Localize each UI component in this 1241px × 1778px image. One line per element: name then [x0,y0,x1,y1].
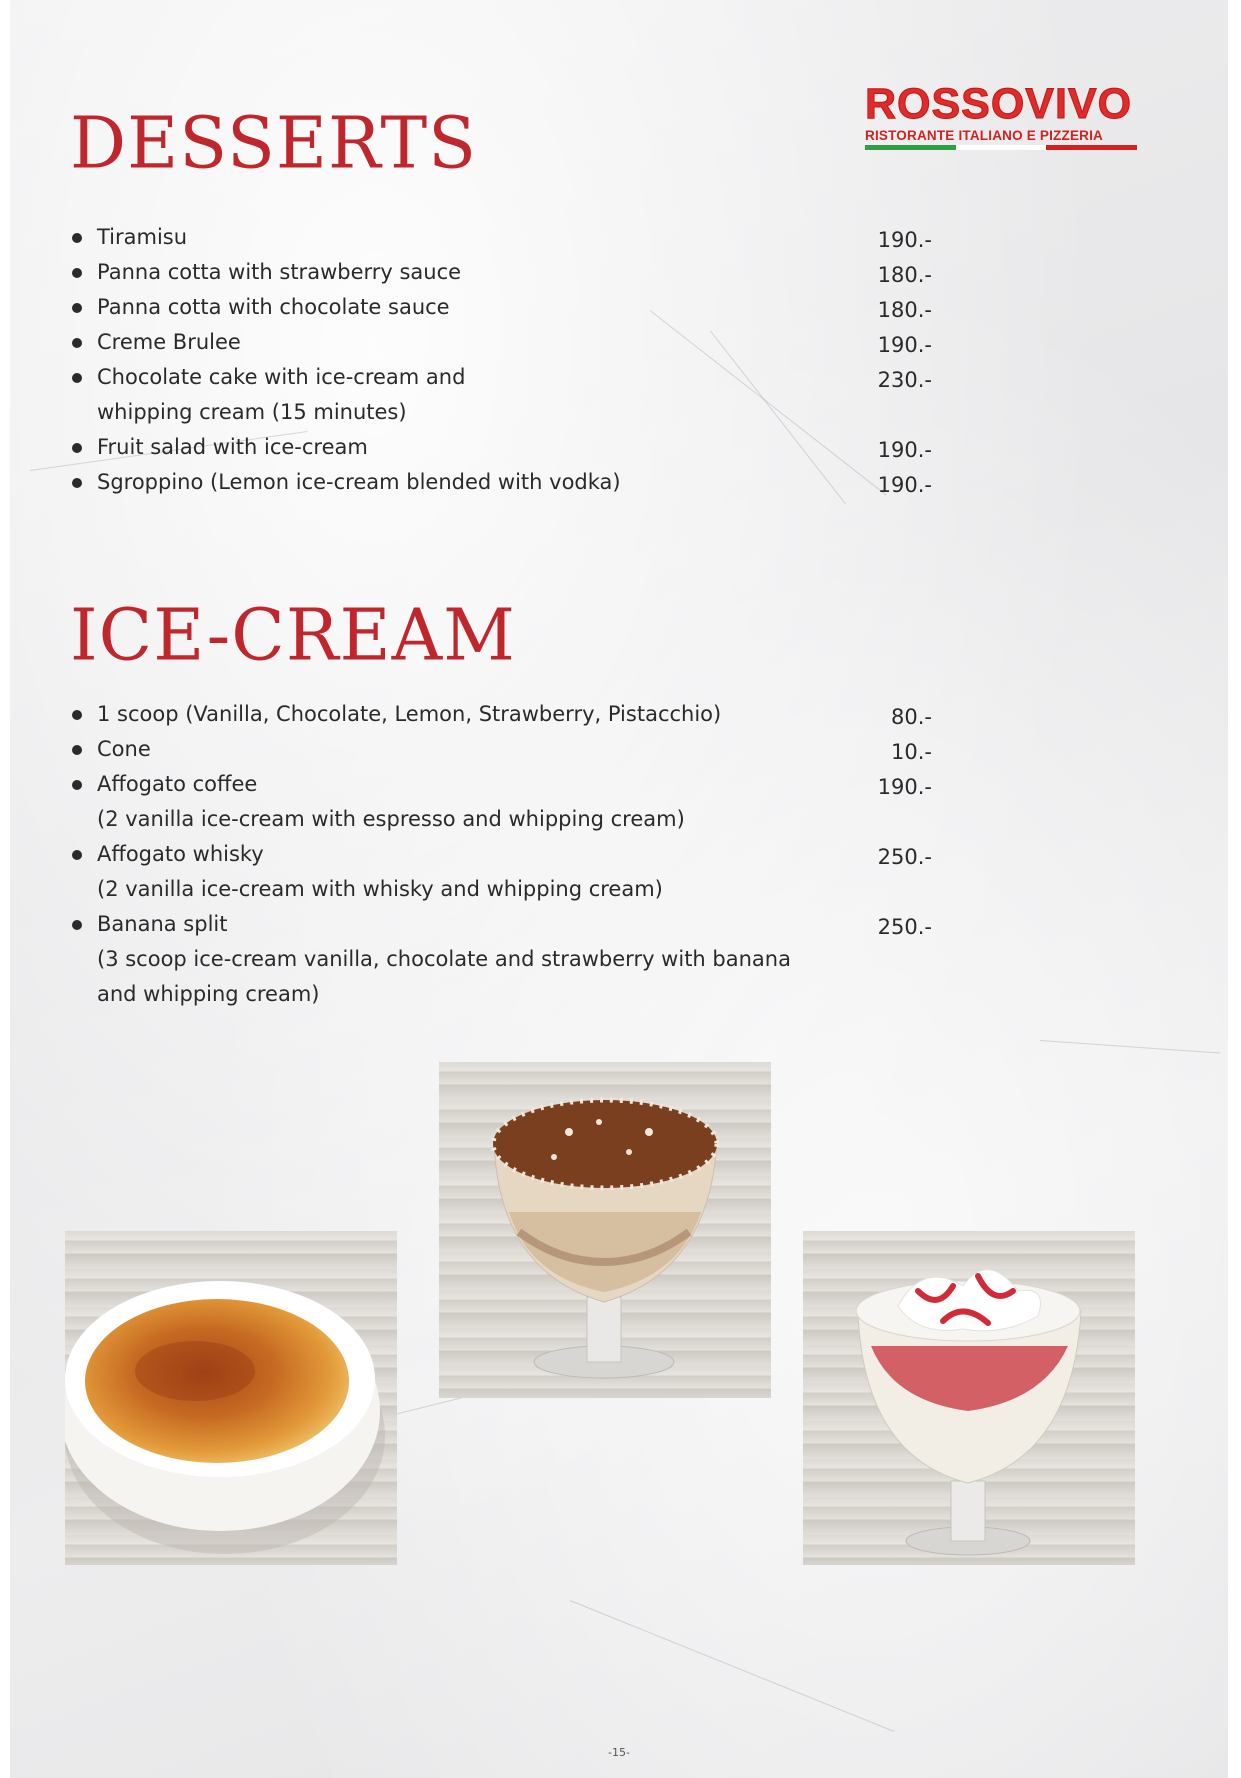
menu-item [62,837,992,907]
logo-name: ROSSOVIVO [865,80,1133,128]
restaurant-logo [865,80,1143,150]
menu-item [62,465,992,500]
item-price: 190.- [877,775,932,799]
bullet-icon [72,338,82,348]
menu-item [62,220,992,255]
item-price: 250.- [877,915,932,939]
item-name: Affogato coffee [97,772,258,796]
item-description: (2 vanilla ice-cream with whisky and whipping cream) [97,877,663,901]
bullet-icon [72,373,82,383]
creme-brulee-icon [65,1231,397,1565]
item-name: Chocolate cake with ice-cream and [97,365,466,389]
menu-item [62,325,992,360]
menu-item [62,697,992,732]
bullet-icon [72,710,82,720]
item-price: 190.- [877,473,932,497]
item-price: 80.- [891,705,932,729]
item-description-continued: and whipping cream) [97,982,320,1006]
item-name: Banana split [97,912,228,936]
menu-item [62,255,992,290]
item-description: (3 scoop ice-cream vanilla, chocolate and strawberry with banana [97,947,791,971]
item-price: 190.- [877,333,932,357]
item-description: (2 vanilla ice-cream with espresso and whipping cream) [97,807,685,831]
marble-vein [1040,1040,1220,1054]
item-name: Sgroppino (Lemon ice-cream blended with vodka) [97,470,621,494]
marble-vein [570,1600,895,1732]
item-price: 190.- [877,228,932,252]
item-name: Fruit salad with ice-cream [97,435,368,459]
menu-item [62,767,992,837]
bullet-icon [72,850,82,860]
menu-item [62,430,992,465]
italian-flag-stripe [865,145,1137,150]
menu-item [62,290,992,325]
item-name: 1 scoop (Vanilla, Chocolate, Lemon, Strawberry, Pistacchio) [97,702,722,726]
bullet-icon [72,303,82,313]
desserts-list [62,220,992,500]
bullet-icon [72,780,82,790]
menu-item [62,907,992,1012]
bullet-icon [72,745,82,755]
panna-cotta-glass-icon [803,1231,1135,1565]
item-price: 180.- [877,263,932,287]
item-name: Cone [97,737,151,761]
menu-item [62,732,992,767]
bullet-icon [72,233,82,243]
icecream-list [62,697,992,1012]
tiramisu-glass-icon [439,1062,771,1398]
item-name: Panna cotta with strawberry sauce [97,260,462,284]
item-price: 180.- [877,298,932,322]
menu-item [62,360,992,430]
item-price: 10.- [891,740,932,764]
item-name: Affogato whisky [97,842,264,866]
item-price: 250.- [877,845,932,869]
tiramisu-photo [439,1062,771,1398]
icecream-title: ICE-CREAM [70,593,516,677]
desserts-title: DESSERTS [70,101,478,185]
bullet-icon [72,478,82,488]
bullet-icon [72,920,82,930]
item-name: Tiramisu [97,225,188,249]
item-name: Creme Brulee [97,330,241,354]
menu-page [10,0,1228,1778]
item-name: Panna cotta with chocolate sauce [97,295,450,319]
panna-cotta-photo [803,1231,1135,1565]
creme-brulee-photo [65,1231,397,1565]
item-price: 230.- [877,368,932,392]
item-name-continued: whipping cream (15 minutes) [97,400,407,424]
page-number: -15- [608,1746,630,1759]
item-price: 190.- [877,438,932,462]
bullet-icon [72,443,82,453]
bullet-icon [72,268,82,278]
logo-subtitle: RISTORANTE ITALIANO E PIZZERIA [865,128,1104,143]
